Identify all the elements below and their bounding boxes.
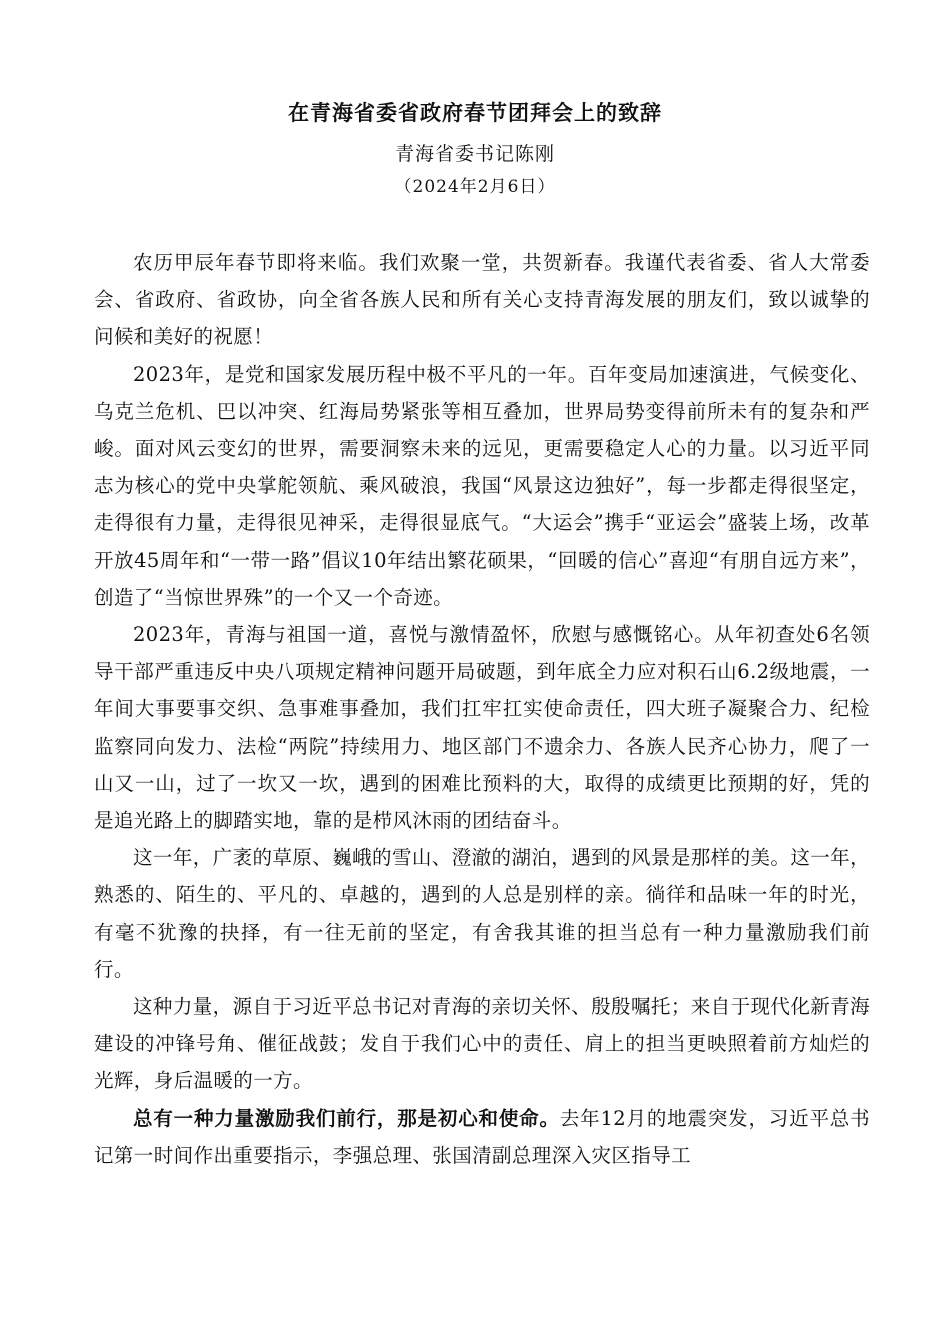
- paragraph-text: 去年12月的地震突发，习近平总书记第一时间作出重要指示，李强总理、张国清副总理深入灾区指导工: [94, 1106, 870, 1167]
- paragraph-text: 这一年，广袤的草原、巍峨的雪山、澄澈的湖泊，遇到的风景是那样的美。这一年，熟悉的、陌生的、平凡的、卓越的，遇到的人总是别样的亲。徜徉和品味一年的时光，有毫不犹豫的抉择，有一往无前的坚定，有舍我其谁的担当总有一种力量激励我们前行。: [94, 846, 870, 981]
- paragraph: [94, 244, 870, 356]
- paragraph: [94, 356, 870, 616]
- paragraph-lead: 总有一种力量激励我们前行，那是初心和使命。: [133, 1106, 560, 1130]
- paragraph: [94, 839, 870, 988]
- document-author: 青海省委书记陈刚: [394, 143, 555, 165]
- paragraph: [94, 988, 870, 1100]
- document-body: [94, 244, 870, 1174]
- paragraph-text: 2023年，是党和国家发展历程中极不平凡的一年。百年变局加速演进，气候变化、乌克兰危机、巴以冲突、红海局势紧张等相互叠加，世界局势变得前所未有的复杂和严峻。面对风云变幻的世界，需要洞察未来的远见，更需要稳定人心的力量。以习近平同志为核心的党中央掌舵领航、乘风破浪，我国“风景这边独好”，每一步都走得很坚定，走得很有力量，走得很见神采，走得很显底气。“大运会”携手“亚运会”盛装上场，改革开放45周年和“一带一路”倡议10年结出繁花硕果，“回暖的信心”喜迎“有朋自远方来”，创造了“当惊世界殊”的一个又一个奇迹。: [94, 362, 870, 609]
- paragraph-text: 这种力量，源自于习近平总书记对青海的亲切关怀、殷殷嘱托；来自于现代化新青海建设的冲锋号角、催征战鼓；发自于我们心中的责任、肩上的担当更映照着前方灿烂的光辉，身后温暖的一方。: [94, 995, 870, 1093]
- paragraph: [94, 616, 870, 839]
- paragraph: [94, 1100, 870, 1174]
- paragraph-text: 2023年，青海与祖国一道，喜悦与激情盈怀，欣慰与感慨铭心。从年初查处6名领导干部严重违反中央八项规定精神问题开局破题，到年底全力应对积石山6.2级地震，一年间大事要事交织、急事难事叠加，我们扛牢扛实使命责任，四大班子凝聚合力、纪检监察同向发力、法检“两院”持续用力、地区部门不遗余力、各族人民齐心协力，爬了一山又一山，过了一坎又一坎，遇到的困难比预料的大，取得的成绩更比预期的好，凭的是追光路上的脚踏实地，靠的是栉风沐雨的团结奋斗。: [94, 623, 870, 833]
- paragraph-text: 农历甲辰年春节即将来临。我们欢聚一堂，共贺新春。我谨代表省委、省人大常委会、省政府、省政协，向全省各族人民和所有关心支持青海发展的朋友们，致以诚挚的问候和美好的祝愿！: [94, 251, 870, 349]
- document-title: 在青海省委省政府春节团拜会上的致辞: [288, 100, 662, 125]
- document-date: （2024年2月6日）: [394, 177, 556, 197]
